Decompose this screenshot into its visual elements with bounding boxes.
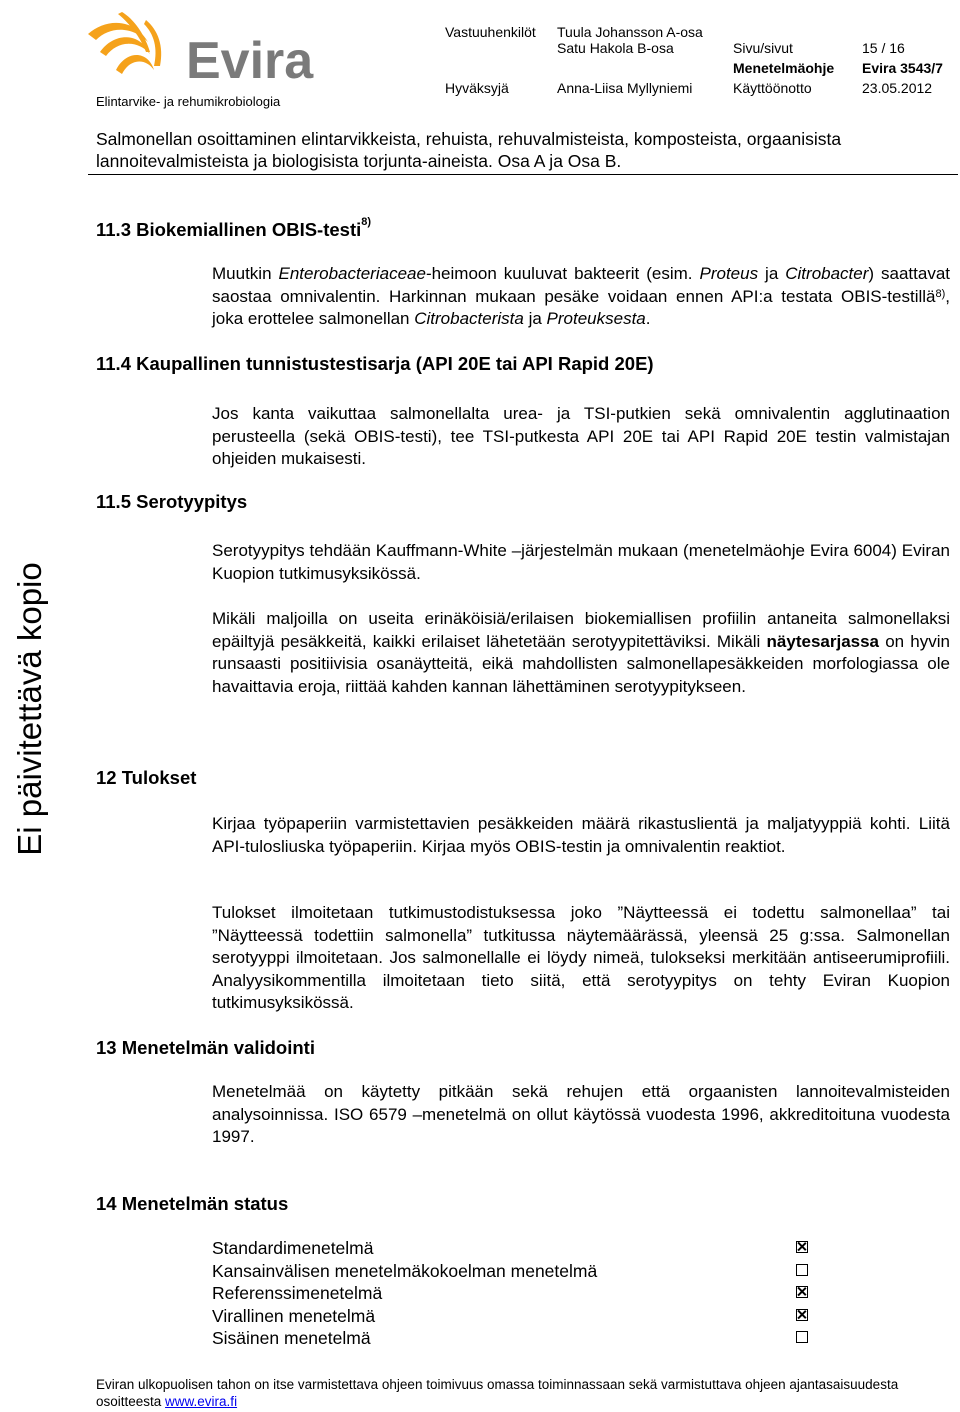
department-label: Elintarvike- ja rehumikrobiologia [96,94,281,109]
status-item [212,1327,812,1350]
empty-checkbox-icon [796,1264,808,1276]
text-run: Mikäli maljoilla on useita erinäköisiä/erilaisen biokemiallisen profiilin antaneita salmonellaksi epäiltyjä pesäkkeitä, kaikki erilaiset lähetetään serotyypitettäviksi. Mikäli [212,609,950,651]
sivut-value: 15 / 16 [862,40,905,56]
text-run: , joka erottelee salmonellan [212,286,950,328]
section-12-text-2: Tulokset ilmoitetaan tutkimustodistuksessa joko ”Näytteessä ei todettu salmonellaa” tai ”Näytteessä todettiin salmonella” tutkitussa näytemäärässä, yleensä 25 g:ssa. Salmonellan serotyyppi ilmoitetaan. Jos salmonellalle ei löydy nimeä, tulokseksi merkitään antiseerumiprofiili. Analyysikommentilla ilmoitetaan tieto siitä, että serotyypitys on tehty Eviran Kuopion tutkimusyksikössä. [212,903,950,1012]
wheat-icon [88,12,161,74]
section-14-heading: 14 Menetelmän status [96,1193,289,1214]
text-run: on hyvin runsaasti positiivisia osanäytteitä, eikä mahdollisten salmonellapesäkkeiden morfologiassa ole havaittavia eroja, riittää kahden kannan lähettäminen serotyypitykseen. [212,631,950,696]
vastuuhenkilot-label: Vastuuhenkilöt [445,24,536,40]
status-label: Standardimenetelmä [212,1238,374,1258]
empty-checkbox-icon [796,1331,808,1343]
text-run-italic: Enterobacteriaceae [278,264,426,283]
section-12-heading: 12 Tulokset [96,767,197,788]
evira-website-link[interactable]: www.evira.fi [165,1394,238,1409]
text-run-italic: Proteuksesta [546,309,646,328]
status-list [212,1237,812,1350]
section-12-text-1: Kirjaa työpaperiin varmistettavien pesäkkeiden määrä rikastuslientä ja maljatyyppiä kohti. Liitä API-tulosliuska työpaperiin. Kirjaa myös OBIS-testin ja omnivalentin reaktiot. [212,814,950,856]
reference-sup: 8) [935,287,946,300]
text-run: . [645,309,651,328]
logo-text: Evira [186,32,314,84]
menetelmaohje-value: Evira 3543/7 [862,60,943,76]
evira-logo [88,12,328,84]
menetelmaohje-label: Menetelmäohje [733,60,835,76]
text-run-italic: Proteus [699,264,759,283]
status-label: Virallinen menetelmä [212,1305,376,1326]
vastuuhenkilot-1: Tuula Johansson A-osa [557,24,703,40]
text-run-italic: Citrobacterista [414,309,524,328]
kayttoonotto-value: 23.05.2012 [862,80,933,96]
status-item [212,1260,812,1283]
reference-sup: 8) [361,216,372,228]
section-13-text: Menetelmää on käytetty pitkään sekä rehujen että orgaanisten lannoitevalmisteiden analysoinnissa. ISO 6579 –menetelmä on ollut käytössä vuodesta 1996, akkreditoituna vuodesta 1997. [212,1082,950,1146]
checked-checkbox-icon [796,1241,808,1253]
section-11-5-heading: 11.5 Serotyypitys [96,491,248,512]
text-run: ) saattavat saostaa omnivalentin. Harkinnan mukaan pesäke voidaan ennen API:a testata OBIS-testillä [212,264,951,306]
watermark-text: Ei päivitettävä kopio [11,562,48,856]
section-11-4-text: Jos kanta vaikuttaa salmonellalta urea- ja TSI-putkien sekä omnivalentin agglutinaation perusteella (sekä OBIS-testi), tee TSI-putkesta API 20E tai API Rapid 20E testin valmistajan ohjeiden mukaisesti. [212,404,950,468]
checked-checkbox-icon [796,1286,808,1298]
section-11-5-text-1: Serotyypitys tehdään Kauffmann-White –järjestelmän mukaan (menetelmäohje Evira 6004) Eviran Kuopion tutkimusyksikössä. [212,541,950,583]
hyvaksyja-label: Hyväksyjä [445,80,509,96]
footer-notice [96,1376,946,1410]
section-11-3-text [212,263,950,331]
status-item [212,1305,812,1328]
vastuuhenkilot-2: Satu Hakola B-osa [557,40,674,56]
header-divider [88,174,958,175]
section-11-3-title: 11.3 Biokemiallinen OBIS-testi [96,219,362,240]
section-13-heading: 13 Menetelmän validointi [96,1037,315,1058]
text-run: -heimoon kuuluvat bakteerit (esim. [425,264,700,283]
section-11-4-heading: 11.4 Kaupallinen tunnistustestisarja (API 20E tai API Rapid 20E) [96,353,654,374]
footer-text: Eviran ulkopuolisen tahon on itse varmistettava ohjeen toimivuus omassa toiminnassaan sekä varmistuttava ohjeen ajantasaisuudesta osoitteesta [96,1377,899,1409]
text-run-bold: näytesarjassa [766,631,880,651]
text-run-italic: Citrobacter [785,264,869,283]
checked-checkbox-icon [796,1309,808,1321]
section-11-3-heading [96,216,372,241]
text-run: ja [523,309,547,328]
status-label: Referenssimenetelmä [212,1283,383,1303]
section-11-5-text-2 [212,608,950,698]
status-item [212,1282,812,1305]
status-label: Sisäinen menetelmä [212,1328,371,1348]
kayttoonotto-label: Käyttöönotto [733,80,812,96]
hyvaksyja-value: Anna-Liisa Myllyniemi [557,80,693,96]
text-run: Muutkin [212,264,279,283]
status-label: Kansainvälisen menetelmäkokoelman menetelmä [212,1260,598,1281]
sivut-label: Sivu/sivut [733,40,793,56]
status-item [212,1237,812,1260]
text-run: ja [758,264,786,283]
document-title: Salmonellan osoittaminen elintarvikkeista, rehuista, rehuvalmisteista, komposteista, orgaanisista lannoitevalmisteista ja biologisista torjunta-aineista. Osa A ja Osa B. [96,129,842,171]
